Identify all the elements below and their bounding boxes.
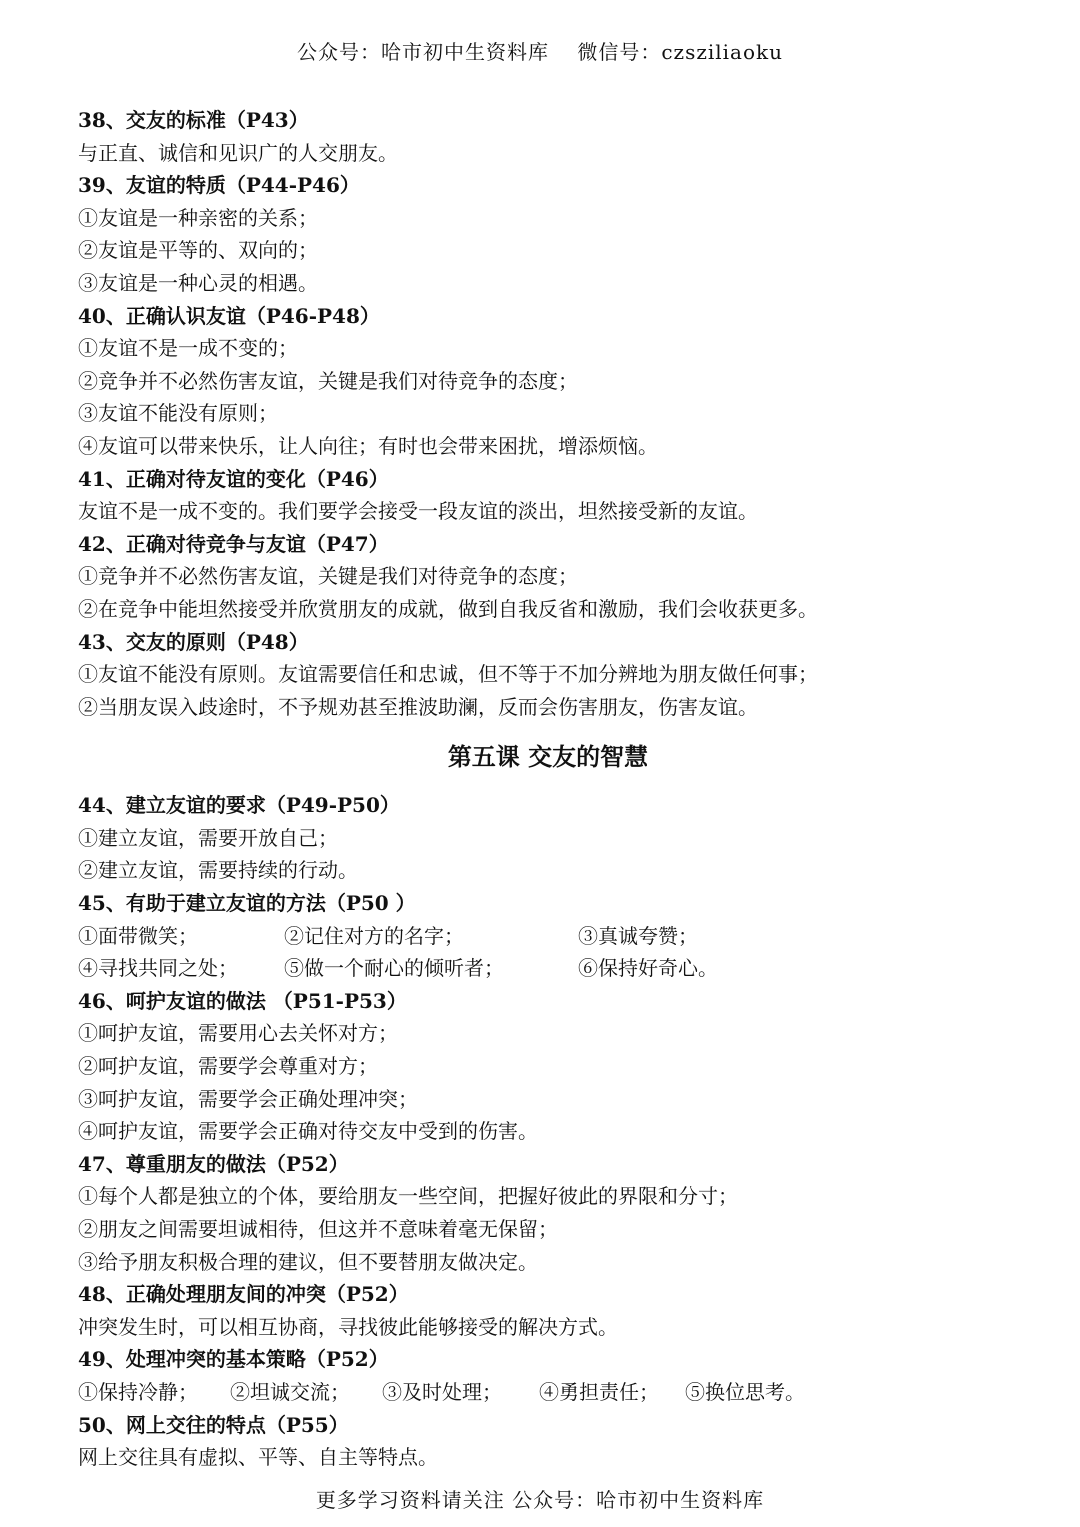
strategy-item: ④勇担责任；	[539, 1379, 659, 1404]
page-header: 公众号：哈市初中生资料库 微信号：czsziliaoku	[296, 40, 784, 64]
section-line: ③友谊是一种心灵的相遇。	[78, 270, 318, 295]
section-line: ①呵护友谊，需要用心去关怀对方；	[78, 1021, 398, 1046]
section-line: ③呵护友谊，需要学会正确处理冲突；	[78, 1086, 418, 1111]
section-heading: 46、呵护友谊的做法 （P51-P53）	[78, 988, 407, 1013]
document-body	[78, 104, 1018, 1474]
section-heading: 38、交友的标准（P43）	[78, 108, 309, 132]
section-44	[78, 789, 1018, 887]
section-line: 网上交往具有虚拟、平等、自主等特点。	[78, 1445, 438, 1470]
method-row	[78, 920, 1018, 953]
section-46	[78, 985, 1018, 1148]
section-line: ②朋友之间需要坦诚相待，但这并不意味着毫无保留；	[78, 1217, 558, 1241]
method-item: ④寻找共同之处；	[78, 956, 238, 981]
section-line: ①建立友谊，需要开放自己；	[78, 825, 338, 850]
section-line: ②呵护友谊，需要学会尊重对方；	[78, 1054, 378, 1079]
section-line: ①竞争并不必然伤害友谊，关键是我们对待竞争的态度；	[78, 564, 578, 589]
section-40	[78, 300, 1018, 463]
section-line: 与正直、诚信和见识广的人交朋友。	[78, 140, 398, 165]
section-line: ①每个人都是独立的个体，要给朋友一些空间，把握好彼此的界限和分寸；	[78, 1184, 738, 1209]
strategy-row	[78, 1376, 1018, 1409]
strategy-item: ②坦诚交流；	[230, 1379, 350, 1404]
section-42	[78, 528, 1018, 626]
section-49	[78, 1343, 1018, 1408]
section-heading: 41、正确对待友谊的变化（P46）	[78, 466, 389, 491]
strategy-item: ⑤换位思考。	[685, 1379, 805, 1404]
section-43	[78, 626, 1018, 724]
page-footer: 更多学习资料请关注 公众号：哈市初中生资料库	[315, 1488, 765, 1512]
section-heading: 47、尊重朋友的做法（P52）	[78, 1151, 349, 1176]
method-item: ⑥保持好奇心。	[578, 956, 718, 981]
section-line: ②友谊是平等的、双向的；	[78, 238, 318, 263]
section-line: 友谊不是一成不变的。我们要学会接受一段友谊的淡出，坦然接受新的友谊。	[78, 499, 758, 524]
lesson-title: 第五课 交友的智慧	[447, 742, 649, 772]
section-line: ②在竞争中能坦然接受并欣赏朋友的成就，做到自我反省和激励，我们会收获更多。	[78, 596, 818, 621]
section-heading: 50、网上交往的特点（P55）	[78, 1412, 349, 1437]
section-50	[78, 1409, 1018, 1474]
section-heading: 39、友谊的特质（P44-P46）	[78, 173, 360, 198]
section-39	[78, 169, 1018, 299]
section-line: ②竞争并不必然伤害友谊，关键是我们对待竞争的态度；	[78, 368, 578, 393]
strategy-item: ①保持冷静；	[78, 1379, 198, 1404]
method-row	[78, 952, 1018, 985]
section-line: ③给予朋友积极合理的建议，但不要替朋友做决定。	[78, 1249, 538, 1274]
section-heading: 45、有助于建立友谊的方法（P50 ）	[78, 891, 416, 916]
section-line: ④呵护友谊，需要学会正确对待交友中受到的伤害。	[78, 1119, 538, 1144]
section-41	[78, 463, 1018, 528]
section-line: ①友谊不能没有原则。友谊需要信任和忠诚，但不等于不加分辨地为朋友做任何事；	[78, 662, 818, 687]
section-heading: 48、正确处理朋友间的冲突（P52）	[78, 1282, 409, 1307]
section-line: ①友谊是一种亲密的关系；	[78, 205, 318, 230]
section-heading: 43、交友的原则（P48）	[78, 629, 309, 654]
section-line: ③友谊不能没有原则；	[78, 401, 278, 426]
section-line: ②当朋友误入歧途时，不予规劝甚至推波助澜，反而会伤害朋友，伤害友谊。	[78, 694, 758, 719]
method-item: ①面带微笑；	[78, 923, 198, 948]
section-heading: 44、建立友谊的要求（P49-P50）	[78, 793, 400, 818]
section-47	[78, 1148, 1018, 1278]
section-line: 冲突发生时，可以相互协商，寻找彼此能够接受的解决方式。	[78, 1314, 618, 1339]
strategy-item: ③及时处理；	[382, 1379, 502, 1404]
section-heading: 42、正确对待竞争与友谊（P47）	[78, 531, 389, 556]
section-line: ②建立友谊，需要持续的行动。	[78, 858, 358, 883]
section-48	[78, 1278, 1018, 1343]
section-line: ①友谊不是一成不变的；	[78, 336, 298, 361]
section-45	[78, 887, 1018, 985]
method-item: ②记住对方的名字；	[284, 923, 464, 948]
section-38	[78, 104, 1018, 169]
method-item: ③真诚夸赞；	[578, 923, 698, 948]
method-item: ⑤做一个耐心的倾听者；	[284, 956, 504, 981]
section-line: ④友谊可以带来快乐，让人向往；有时也会带来困扰，增添烦恼。	[78, 433, 658, 458]
section-heading: 49、处理冲突的基本策略（P52）	[78, 1347, 389, 1372]
section-heading: 40、正确认识友谊（P46-P48）	[78, 303, 380, 328]
section-group-38-43	[78, 104, 1018, 723]
